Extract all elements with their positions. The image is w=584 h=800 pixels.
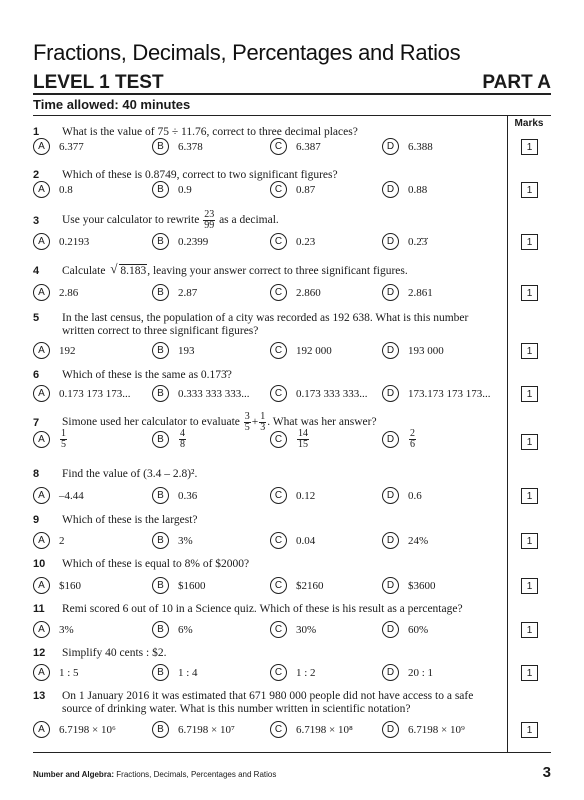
option-text: 1 : 2	[296, 666, 316, 679]
option-letter-circle[interactable]: B	[152, 577, 169, 594]
option-letter-circle[interactable]: A	[33, 487, 50, 504]
option-letter-circle[interactable]: A	[33, 385, 50, 402]
question-text: Remi scored 6 out of 10 in a Science quiz. Which of these is his result as a percentage?	[62, 603, 463, 615]
answer-option[interactable]	[382, 181, 427, 198]
answer-option[interactable]	[152, 284, 197, 301]
answer-option[interactable]	[270, 721, 353, 738]
option-text: 6.7198 × 10⁹	[408, 723, 465, 736]
option-letter-circle[interactable]: A	[33, 181, 50, 198]
answer-option[interactable]	[33, 621, 74, 638]
answer-option[interactable]	[382, 233, 427, 250]
option-letter-circle[interactable]: A	[33, 431, 50, 448]
option-text: 0.8	[59, 183, 73, 196]
option-letter-circle[interactable]: B	[152, 138, 169, 155]
option-text: 6.7198 × 10⁶	[59, 723, 116, 736]
text-fragment: Simone used her calculator to evaluate	[62, 416, 240, 429]
answer-option[interactable]	[152, 342, 195, 359]
answer-option[interactable]	[33, 385, 131, 402]
answer-option[interactable]	[270, 664, 316, 681]
option-letter-circle[interactable]: B	[152, 431, 169, 448]
option-text: 2.87	[178, 286, 198, 299]
option-text: 193	[178, 344, 195, 357]
question-text: Find the value of (3.4 – 2.8)².	[62, 468, 198, 480]
answer-option[interactable]	[33, 664, 79, 681]
mark-box: 1	[521, 578, 538, 594]
answer-option[interactable]	[33, 233, 89, 250]
option-letter-circle[interactable]: B	[152, 342, 169, 359]
mark-box: 1	[521, 343, 538, 359]
question-number: 12	[33, 647, 46, 659]
answer-option[interactable]	[382, 721, 465, 738]
numerator: 1	[260, 411, 266, 422]
option-letter-circle[interactable]: C	[270, 621, 287, 638]
mark-box: 1	[521, 285, 538, 301]
option-text: 0.6	[408, 489, 422, 502]
question-text: What is the value of 75 ÷ 11.76, correct to three decimal places?	[62, 126, 358, 138]
answer-option[interactable]	[33, 181, 73, 198]
option-text: 2	[59, 534, 65, 547]
option-letter-circle[interactable]: C	[270, 342, 287, 359]
mark-box: 1	[521, 722, 538, 738]
answer-option[interactable]	[33, 532, 65, 549]
option-text: 3%	[59, 623, 74, 636]
answer-option[interactable]	[382, 385, 491, 402]
question-number: 6	[33, 369, 40, 381]
question-number: 4	[33, 265, 40, 277]
question-text	[62, 261, 502, 278]
radicand: 8.183	[120, 265, 147, 277]
option-letter-circle[interactable]: D	[382, 233, 399, 250]
option-letter-circle[interactable]: A	[33, 233, 50, 250]
answer-option[interactable]	[270, 284, 321, 301]
option-fraction	[409, 429, 416, 450]
option-text: 0.2399	[178, 235, 209, 248]
option-letter-circle[interactable]: C	[270, 233, 287, 250]
option-text: 193 000	[408, 344, 444, 357]
denominator: 5	[61, 439, 66, 450]
question-text: Which of these is the largest?	[62, 514, 198, 526]
option-text: 0.2̇3̇	[408, 235, 428, 248]
option-letter-circle[interactable]: D	[382, 342, 399, 359]
option-letter-circle[interactable]: C	[270, 487, 287, 504]
option-fraction	[60, 429, 67, 450]
answer-option[interactable]	[270, 233, 315, 250]
answer-option[interactable]	[33, 487, 84, 504]
question-text: In the last census, the population of a city was recorded as 192 638. What is this number written correct to three significant figures?	[62, 312, 469, 337]
option-letter-circle[interactable]: A	[33, 342, 50, 359]
answer-option[interactable]	[270, 487, 315, 504]
option-text: 1 : 4	[178, 666, 198, 679]
option-text: 6.388	[408, 140, 433, 153]
plus-sign: +	[251, 416, 259, 429]
text-fragment: Use your calculator to rewrite	[62, 214, 200, 227]
option-letter-circle[interactable]: C	[270, 532, 287, 549]
time-allowed: Time allowed: 40 minutes	[33, 97, 191, 112]
answer-option[interactable]	[382, 342, 444, 359]
option-letter-circle[interactable]: B	[152, 385, 169, 402]
numerator: 1	[61, 428, 66, 439]
answer-option[interactable]	[152, 621, 193, 638]
option-letter-circle[interactable]: B	[152, 487, 169, 504]
answer-option[interactable]	[33, 284, 78, 301]
answer-option[interactable]	[270, 532, 315, 549]
option-text: $1600	[178, 579, 206, 592]
numerator: 2	[410, 428, 415, 439]
answer-option[interactable]	[33, 138, 84, 155]
option-text: 6%	[178, 623, 193, 636]
mark-box: 1	[521, 234, 538, 250]
answer-option[interactable]	[152, 487, 197, 504]
option-letter-circle[interactable]: A	[33, 664, 50, 681]
question-number: 8	[33, 468, 40, 480]
question-number: 9	[33, 514, 40, 526]
option-text: 20 : 1	[408, 666, 434, 679]
divider	[33, 752, 551, 753]
option-text: 0.87	[296, 183, 316, 196]
mark-box: 1	[521, 182, 538, 198]
denominator: 3	[260, 422, 266, 433]
answer-option[interactable]	[270, 577, 324, 594]
question-text: Which of these is the same as 0.173̇?	[62, 369, 232, 381]
mark-box: 1	[521, 533, 538, 549]
option-letter-circle[interactable]: D	[382, 532, 399, 549]
mark-box: 1	[521, 139, 538, 155]
mark-box: 1	[521, 622, 538, 638]
answer-option[interactable]	[152, 385, 250, 402]
numerator: 4	[180, 428, 185, 439]
divider	[33, 115, 551, 116]
option-letter-circle[interactable]: A	[33, 532, 50, 549]
answer-option[interactable]	[33, 342, 76, 359]
option-letter-circle[interactable]: B	[152, 664, 169, 681]
denominator: 6	[410, 439, 415, 450]
option-letter-circle[interactable]: B	[152, 621, 169, 638]
answer-option[interactable]	[382, 664, 433, 681]
answer-option[interactable]	[382, 284, 433, 301]
page-number: 3	[542, 764, 551, 781]
answer-option[interactable]	[270, 181, 315, 198]
answer-option[interactable]	[382, 532, 428, 549]
option-letter-circle[interactable]: C	[270, 577, 287, 594]
numerator: 3	[244, 411, 250, 422]
question-number: 2	[33, 169, 40, 181]
numerator: 23	[204, 209, 215, 220]
option-letter-circle[interactable]: B	[152, 233, 169, 250]
option-text: 6.7198 × 10⁸	[296, 723, 353, 736]
option-letter-circle[interactable]: C	[270, 385, 287, 402]
answer-option[interactable]	[152, 429, 187, 450]
option-text: 0.173 333 333...	[296, 387, 368, 400]
option-letter-circle[interactable]: B	[152, 721, 169, 738]
question-number: 7	[33, 417, 40, 429]
question-number: 5	[33, 312, 40, 324]
question-text: Which of these is 0.8749, correct to two significant figures?	[62, 169, 338, 181]
answer-option[interactable]	[382, 138, 433, 155]
option-text: $2160	[296, 579, 324, 592]
option-letter-circle[interactable]: D	[382, 577, 399, 594]
option-text: 192	[59, 344, 76, 357]
option-text: 2.86	[59, 286, 79, 299]
answer-option[interactable]	[152, 532, 193, 549]
answer-option[interactable]	[152, 181, 192, 198]
option-text: 192 000	[296, 344, 332, 357]
marks-column-divider	[507, 115, 508, 752]
option-text: 24%	[408, 534, 429, 547]
option-fraction	[179, 429, 186, 450]
answer-option[interactable]	[152, 577, 206, 594]
mark-box: 1	[521, 665, 538, 681]
marks-header: Marks	[514, 118, 544, 129]
answer-option[interactable]	[270, 342, 332, 359]
fraction	[203, 210, 215, 231]
option-letter-circle[interactable]: D	[382, 487, 399, 504]
test-level: LEVEL 1 TEST	[33, 72, 164, 93]
question-number: 3	[33, 215, 40, 227]
option-text: 173.173 173 173...	[408, 387, 491, 400]
question-text	[62, 210, 502, 231]
option-letter-circle[interactable]: A	[33, 138, 50, 155]
denominator: 5	[244, 422, 250, 433]
option-text: 6.7198 × 10⁷	[178, 723, 235, 736]
option-letter-circle[interactable]: C	[270, 664, 287, 681]
question-number: 1	[33, 126, 40, 138]
option-text: 2.860	[296, 286, 321, 299]
option-letter-circle[interactable]: B	[152, 284, 169, 301]
option-text: 2.861	[408, 286, 433, 299]
text-fragment: as a decimal.	[219, 214, 279, 227]
option-letter-circle[interactable]: B	[152, 181, 169, 198]
option-letter-circle[interactable]: B	[152, 532, 169, 549]
option-text: 0.04	[296, 534, 316, 547]
option-text: 30%	[296, 623, 317, 636]
denominator: 15	[298, 439, 308, 450]
answer-option[interactable]	[152, 233, 208, 250]
footer-topic-text: Fractions, Decimals, Percentages and Ratios	[114, 770, 277, 779]
text-fragment: . What was her answer?	[267, 416, 377, 429]
question-number: 11	[33, 603, 45, 615]
page-title: Fractions, Decimals, Percentages and Ratios	[33, 40, 461, 65]
option-text: 6.378	[178, 140, 203, 153]
answer-option[interactable]	[382, 621, 428, 638]
option-letter-circle[interactable]: D	[382, 621, 399, 638]
text-fragment: Calculate	[62, 265, 106, 277]
answer-option[interactable]	[270, 138, 321, 155]
option-letter-circle[interactable]: A	[33, 721, 50, 738]
option-text: 1 : 5	[59, 666, 79, 679]
option-text: 0.173 173 173...	[59, 387, 131, 400]
mark-box: 1	[521, 434, 538, 450]
option-text: 0.2193	[59, 235, 90, 248]
mark-box: 1	[521, 386, 538, 402]
denominator: 99	[204, 220, 215, 231]
answer-option[interactable]	[382, 429, 417, 450]
answer-option[interactable]	[270, 429, 310, 450]
option-letter-circle[interactable]: C	[270, 181, 287, 198]
fraction	[259, 412, 266, 433]
root-icon: √	[110, 261, 118, 276]
mark-box: 1	[521, 488, 538, 504]
answer-option[interactable]	[152, 138, 203, 155]
option-letter-circle[interactable]: D	[382, 721, 399, 738]
denominator: 8	[180, 439, 185, 450]
square-root	[110, 261, 147, 278]
option-letter-circle[interactable]: C	[270, 431, 287, 448]
option-text: 3%	[178, 534, 193, 547]
option-text: $3600	[408, 579, 436, 592]
option-letter-circle[interactable]: D	[382, 431, 399, 448]
footer-topic	[33, 770, 276, 779]
option-letter-circle[interactable]: D	[382, 284, 399, 301]
answer-option[interactable]	[152, 664, 198, 681]
option-letter-circle[interactable]: C	[270, 721, 287, 738]
answer-option[interactable]	[152, 721, 235, 738]
option-letter-circle[interactable]: A	[33, 577, 50, 594]
option-letter-circle[interactable]: A	[33, 621, 50, 638]
option-text: 6.377	[59, 140, 84, 153]
test-part: PART A	[482, 72, 551, 93]
numerator: 14	[298, 428, 308, 439]
option-text: 0.88	[408, 183, 428, 196]
option-text: 6.387	[296, 140, 321, 153]
fraction	[244, 412, 251, 433]
option-letter-circle[interactable]: D	[382, 664, 399, 681]
option-letter-circle[interactable]: D	[382, 138, 399, 155]
divider	[33, 93, 551, 95]
option-text: 60%	[408, 623, 429, 636]
question-text: Which of these is equal to 8% of $2000?	[62, 558, 250, 570]
option-text: 0.12	[296, 489, 316, 502]
option-fraction	[297, 429, 309, 450]
option-letter-circle[interactable]: C	[270, 138, 287, 155]
question-number: 10	[33, 558, 46, 570]
answer-option[interactable]	[270, 621, 316, 638]
option-text: 0.333 333 333...	[178, 387, 250, 400]
answer-option[interactable]	[33, 429, 68, 450]
option-text: 0.36	[178, 489, 198, 502]
answer-option[interactable]	[270, 385, 368, 402]
option-letter-circle[interactable]: D	[382, 385, 399, 402]
footer-strand: Number and Algebra:	[33, 770, 115, 779]
text-fragment: , leaving your answer correct to three significant figures.	[147, 265, 408, 277]
option-text: –4.44	[59, 489, 84, 502]
option-letter-circle[interactable]: A	[33, 284, 50, 301]
answer-option[interactable]	[382, 487, 422, 504]
answer-option[interactable]	[33, 721, 116, 738]
option-letter-circle[interactable]: C	[270, 284, 287, 301]
option-text: 0.23	[296, 235, 316, 248]
answer-option[interactable]	[382, 577, 436, 594]
question-text: Simplify 40 cents : $2.	[62, 647, 167, 659]
question-number: 13	[33, 690, 46, 702]
option-text: 0.9	[178, 183, 192, 196]
answer-option[interactable]	[33, 577, 81, 594]
option-text: $160	[59, 579, 81, 592]
option-letter-circle[interactable]: D	[382, 181, 399, 198]
question-text: On 1 January 2016 it was estimated that 671 980 000 people did not have access to a safe source of drinking water. What is this number written in scientific notation?	[62, 690, 474, 715]
